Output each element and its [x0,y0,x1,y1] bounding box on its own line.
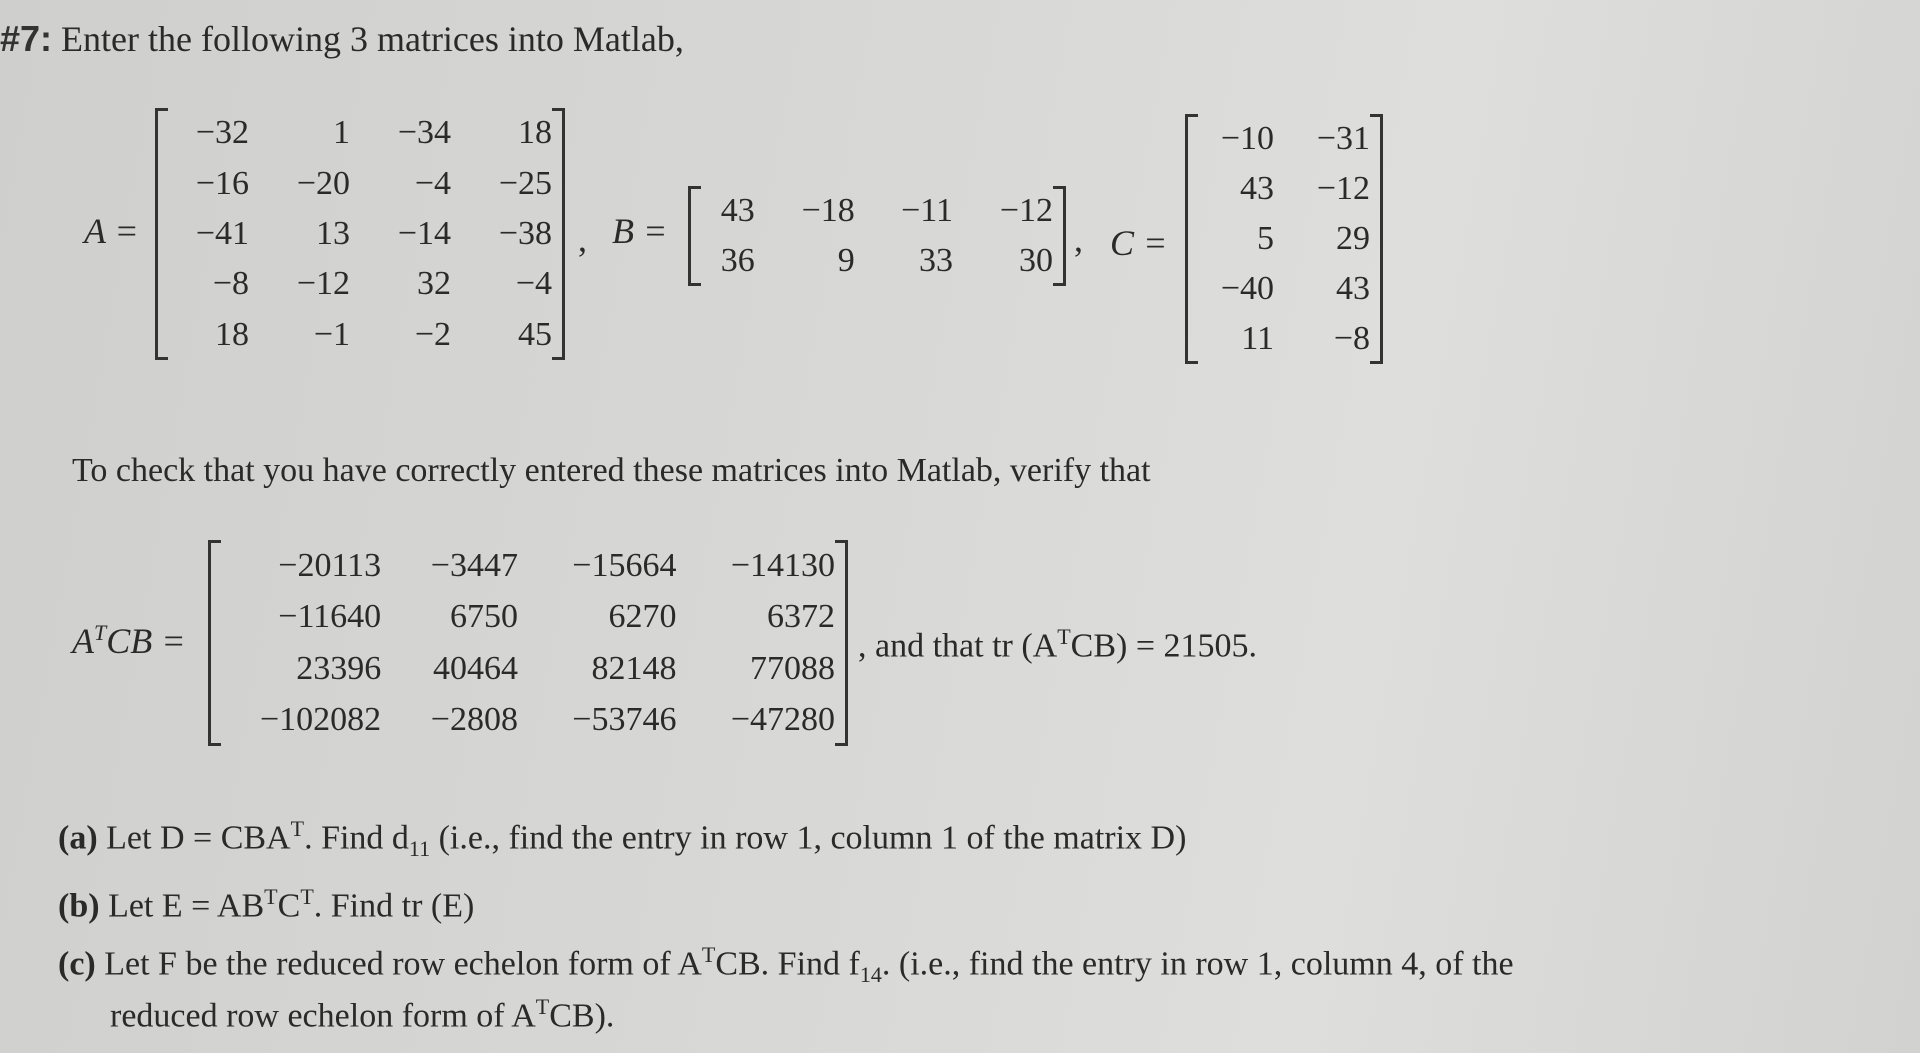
problem-heading [0,18,684,60]
matrix-cell: 30 [1019,242,1053,279]
part-b-t3: . Find tr (E) [313,887,475,925]
matrix-b-table [691,186,1063,286]
matrix-cell: −3447 [430,546,518,584]
matrix-cell: 18 [518,114,552,152]
part-a-sub: 11 [408,836,431,862]
matrix-cell: 18 [215,315,249,353]
matrix-cell: −20113 [278,546,382,584]
matrix-cell: −31 [1316,120,1370,157]
matrix-cell: −11 [901,192,953,229]
problem-instruction: Enter the following 3 matrices into Matlab, [61,19,684,59]
matrix-cell: 43 [1336,270,1370,307]
part-b-t1: Let E = AB [108,887,265,925]
matrix-cell: −15664 [572,546,677,584]
matrix-row [158,108,562,158]
matrix-cell: 43 [1240,170,1274,207]
matrix-atcb-table [211,540,845,746]
matrix-cell: −8 [1333,320,1370,357]
part-a-t1: Let D = CBA [106,819,291,857]
trace-sup: T [1057,624,1071,649]
matrix-cell: −8 [212,265,249,303]
part-c-line2b: CB). [549,997,615,1035]
atcb-label-sup: T [94,620,107,645]
matrix-a-label: A = [84,211,139,251]
matrix-b-label: B = [612,211,668,251]
part-c-sup2: T [535,994,550,1019]
problem-number: #7: [0,18,53,59]
matrix-cell: 6750 [449,598,518,636]
matrix-cell: 45 [518,315,552,353]
matrix-cell: 77088 [750,649,835,687]
part-c-label: (c) [58,945,96,983]
matrix-cell: 6372 [767,598,835,636]
matrix-cell: −40 [1220,270,1274,307]
matrix-row [1188,214,1380,264]
matrix-cell: −41 [195,214,249,252]
matrix-c-label: C = [1110,223,1168,263]
matrix-cell: −16 [195,164,249,202]
matrix-row [158,259,562,309]
matrix-c [1185,114,1383,364]
matrix-cell: −2 [414,315,451,353]
matrix-a [155,108,565,360]
part-c-sup1: T [701,942,716,967]
matrix-cell: 9 [837,242,855,279]
part-c-t1: Let F be the reduced row echelon form of A [104,945,702,983]
matrix-cell: 11 [1241,320,1274,357]
matrix-cell: −12 [999,192,1053,229]
matrix-cell: −12 [296,265,350,303]
matrix-cell: −14130 [730,546,835,584]
part-c-t2: CB. Find f [715,945,860,983]
atcb-label: $A^TCB$ = [72,620,186,661]
part-a-t2: . Find d [304,819,409,857]
part-a [58,816,1186,862]
part-c-t3: . (i.e., find the entry in row 1, column 4, of the [881,945,1514,983]
matrix-row [158,310,562,360]
matrix-cell: −25 [498,164,552,202]
matrix-cell: −2808 [430,701,518,739]
matrix-row [1188,264,1380,314]
matrix-cell: −12 [1316,170,1370,207]
matrix-row [158,209,562,259]
trace-middle: CB) = 21505. [1070,627,1258,665]
matrix-cell: −4 [515,265,552,303]
matrix-cell: −20 [296,164,350,202]
matrix-cell: −102082 [260,701,382,739]
matrix-cell: 40464 [432,649,518,687]
matrix-cell: 82148 [591,649,677,687]
check-instruction: To check that you have correctly entered these matrices into Matlab, verify that [72,452,1151,489]
matrix-cell: −1 [313,315,350,353]
matrix-cell: 29 [1336,220,1370,257]
matrix-row [211,540,845,592]
matrix-cell: 5 [1257,220,1274,257]
matrix-cell: −53746 [572,701,677,739]
part-c-line2a: reduced row echelon form of A [110,997,536,1035]
trace-statement [858,624,1257,665]
matrix-cell: −4 [414,164,451,202]
matrix-row [1188,114,1380,164]
matrix-row [691,236,1063,286]
part-b [58,884,474,925]
part-c [58,942,1514,988]
matrix-cell: 32 [417,265,451,303]
matrix-row [211,592,845,644]
part-c-sub: 14 [859,962,882,988]
matrix-a-table [158,108,562,360]
part-b-t2: C [277,887,301,925]
matrix-cell: −18 [801,192,855,229]
matrix-row [1188,314,1380,364]
matrix-b [688,186,1066,286]
atcb-label-text: CB = [106,621,186,661]
matrix-cell: 23396 [296,649,382,687]
matrix-cell: −14 [397,214,451,252]
comma-after-b: , [1074,219,1083,259]
matrix-cell: 36 [720,242,755,279]
matrix-cell: 33 [919,242,953,279]
matrix-cell: 1 [333,114,350,152]
part-b-label: (b) [58,887,100,925]
matrix-row [158,158,562,208]
part-c-line2 [110,994,614,1035]
matrix-cell: 6270 [608,598,677,636]
matrix-cell: −32 [195,114,249,152]
part-a-t3: (i.e., find the entry in row 1, column 1 of the matrix D) [430,819,1187,857]
matrix-cell: −10 [1220,120,1274,157]
part-a-label: (a) [58,819,98,857]
part-b-sup2: T [300,884,314,909]
matrix-cell: −34 [397,114,451,152]
matrix-atcb [208,540,848,746]
part-b-sup1: T [264,884,278,909]
matrix-cell: −47280 [730,701,835,739]
matrix-cell: −11640 [278,598,382,636]
trace-prefix: , and that tr (A [858,627,1058,665]
matrix-c-table [1188,114,1380,364]
part-a-sup: T [290,816,305,841]
matrix-cell: 13 [316,214,350,252]
matrix-row [1188,164,1380,214]
matrix-row [691,186,1063,236]
matrix-cell: 43 [720,192,755,229]
matrix-cell: −38 [498,214,552,252]
comma-after-a: , [578,219,587,259]
matrix-row [211,695,845,747]
matrix-row [211,643,845,695]
